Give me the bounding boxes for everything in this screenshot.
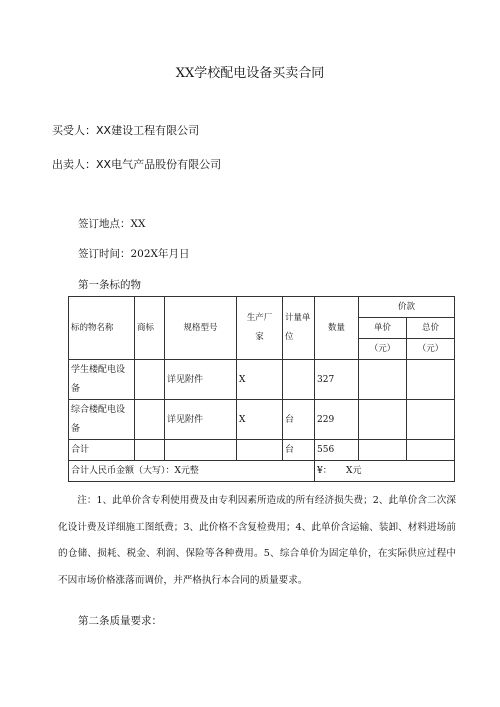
header-qty: 数量: [315, 297, 359, 360]
seller-line: 出卖人：XX电气产品股份有限公司: [52, 158, 222, 171]
table-row: [69, 360, 455, 400]
table-row: [69, 400, 455, 440]
total-label: 合计: [69, 440, 135, 461]
goods-table: [68, 296, 455, 482]
sign-date: 签订时间：202X年月日: [78, 248, 190, 260]
amount-row: [69, 461, 455, 482]
header-brand: 商标: [135, 297, 165, 360]
sign-place: 签订地点：XX: [78, 218, 146, 230]
price-note: 注：1、此单价含专利使用费及由专利因素所造成的所有经济损失费；2、此单价含二次深化设计费及详细施工图纸费；3、此价格不含复检费用；4、此单价含运输、装卸、材料进场前的仓储、损耗、税金、利润、保险等各种费用。5、综合单价为固定单价，在实际供应过程中不因市场价格涨落而调价，并严格执行本合同的质量要求。: [58, 495, 456, 586]
row-1-qty: 327: [315, 360, 359, 400]
header-model: 规格型号: [165, 297, 237, 360]
header-unit-price-unit: （元）: [359, 339, 407, 360]
total-qty: 556: [315, 440, 359, 461]
section-2-title: 第二条质量要求：: [78, 615, 162, 627]
total-unit: 台: [283, 440, 315, 461]
row-2-unit-price: [359, 400, 407, 440]
row-1-name: 学生楼配电设备: [69, 360, 135, 400]
row-1-unit-price: [359, 360, 407, 400]
header-total-price-unit: （元）: [407, 339, 455, 360]
row-2-qty: 229: [315, 400, 359, 440]
row-1-total-price: [407, 360, 455, 400]
contract-title: XX学校配电设备买卖合同: [175, 66, 325, 81]
header-maker: 生产厂家: [237, 297, 283, 360]
row-1-maker: X: [237, 360, 283, 400]
row-2-total-price: [407, 400, 455, 440]
total-row: [69, 440, 455, 461]
header-total-price: 总价: [407, 318, 455, 339]
amount-figure: ¥： X元: [315, 461, 455, 482]
header-price: 价款: [359, 297, 455, 318]
amount-words: 合计人民币金额（大写）：X元整: [69, 461, 315, 482]
row-2-maker: X: [237, 400, 283, 440]
header-unit: 计量单位: [283, 297, 315, 360]
row-2-unit: 台: [283, 400, 315, 440]
row-1-unit: [283, 360, 315, 400]
section-1-title: 第一条标的物: [78, 279, 141, 291]
header-unit-price: 单价: [359, 318, 407, 339]
row-2-model: 详见附件: [165, 400, 237, 440]
row-1-model: 详见附件: [165, 360, 237, 400]
header-name: 标的物名称: [69, 297, 135, 360]
row-2-name: 综合楼配电设备: [69, 400, 135, 440]
row-2-brand: [135, 400, 165, 440]
row-1-brand: [135, 360, 165, 400]
buyer-line: 买受人：XX建设工程有限公司: [52, 124, 200, 137]
